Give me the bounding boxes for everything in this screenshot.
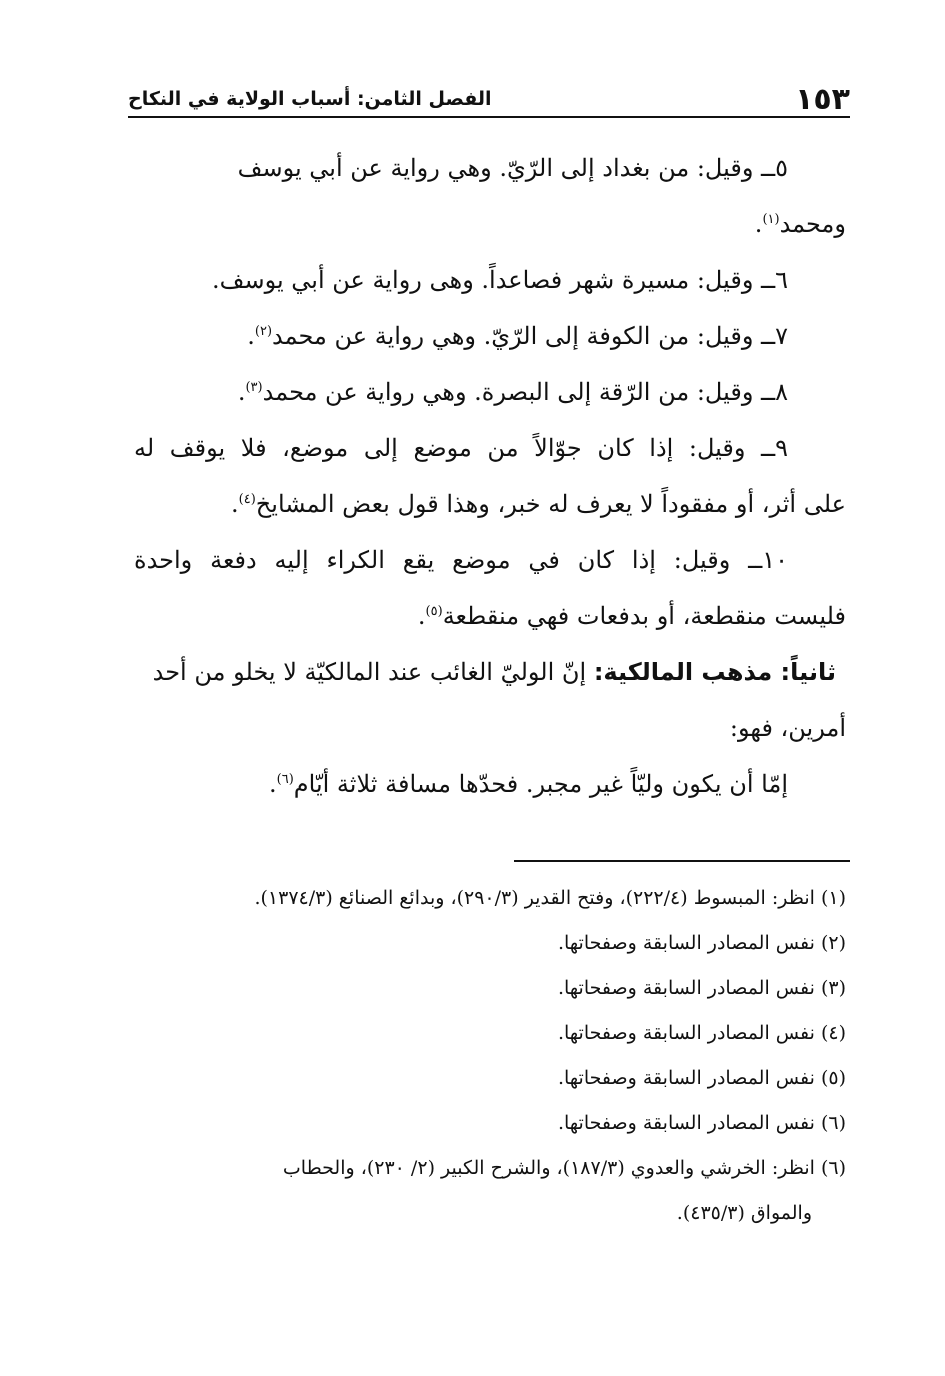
item-7-end: . [247,322,255,350]
footnote-divider [514,860,850,862]
item-5-end: . [754,210,763,238]
item-10-text: فليست منقطعة، أو بدفعات فهي منقطعة [442,602,846,630]
footnote-5: (٥) نفس المصادر السابقة وصفحاتها. [557,1067,846,1089]
chapter-title: الفصل الثامن: أسباب الولاية في النكاح [128,88,492,110]
item-9-text: على أثر، أو مفقوداً لا يعرف له خبر، وهذا قول بعض المشايخ [255,490,846,518]
footnote-ref-4: (٤) [238,492,256,507]
maliki-line-1 [134,644,846,700]
item-6: ٦ــ وقيل: مسيرة شهر فصاعداً. وهى رواية عن أبي يوسف. [212,266,788,294]
item-5-line-1: ٥ــ وقيل: من بغداد إلى الرّيّ. وهي رواية عن أبي يوسف [237,154,788,182]
item-7 [134,308,846,364]
item-10-line-1: ١٠ــ وقيل: إذا كان في موضع يقع الكراء إليه دفعة واحدة [134,546,788,574]
maliki-heading: ثانياً: مذهب المالكية: [593,658,836,686]
footnote-3: (٣) نفس المصادر السابقة وصفحاتها. [557,977,846,999]
item-10-end: . [417,602,426,630]
maliki-line-2: أمرين، فهو: [729,714,846,742]
footnotes [134,876,846,1236]
footnote-ref-2: (٢) [254,324,273,339]
footnote-6a: (٦) نفس المصادر السابقة وصفحاتها. [557,1112,846,1134]
footnote-ref-1: (١) [762,212,780,227]
maliki-text-1: إنّ الوليّ الغائب عند المالكيّة لا يخلو من أحد [152,658,594,686]
item-8 [134,364,846,420]
item-5-text: ومحمد [779,210,846,238]
footnote-4: (٤) نفس المصادر السابقة وصفحاتها. [557,1022,846,1044]
footnote-6b-continued: والمواق (٤٣٥/٣). [676,1202,812,1224]
item-5-line-2 [134,196,846,252]
item-9-line-1: ٩ــ وقيل: إذا كان جوّالاً من موضع إلى موضع، فلا يوقف له [134,434,788,462]
maliki-text-3: إمّا أن يكون وليّاً غير مجبر. فحدّها مسافة ثلاثة أيّام [293,770,788,798]
main-text [134,140,846,812]
footnote-ref-3: (٣) [245,380,263,395]
running-header [128,78,850,118]
item-8-end: . [237,378,246,406]
maliki-line-3 [134,756,846,812]
item-9-end: . [231,490,239,518]
footnote-ref-5: (٥) [425,604,443,619]
header-divider [128,116,850,118]
maliki-end: . [269,770,277,798]
item-8-text: ٨ــ وقيل: من الرّقة إلى البصرة. وهي رواية عن محمد [262,378,788,406]
footnote-6b: (٦) انظر: الخرشي والعدوي (١٨٧/٣)، والشرح الكبير (٢/ ٢٣٠)، والحطاب [282,1157,846,1179]
footnote-1: (١) انظر: المبسوط (٢٢٢/٤)، وفتح القدير (٢٩٠/٣)، وبدائع الصنائع (١٣٧٤/٣). [254,887,846,909]
footnote-2: (٢) نفس المصادر السابقة وصفحاتها. [557,932,846,954]
item-7-text: ٧ــ وقيل: من الكوفة إلى الرّيّ. وهي رواية عن محمد [272,322,788,350]
item-9-line-2 [134,476,846,532]
item-10-line-2 [134,588,846,644]
page-number: ١٥٣ [795,82,850,117]
footnote-ref-6: (٦) [276,772,294,787]
